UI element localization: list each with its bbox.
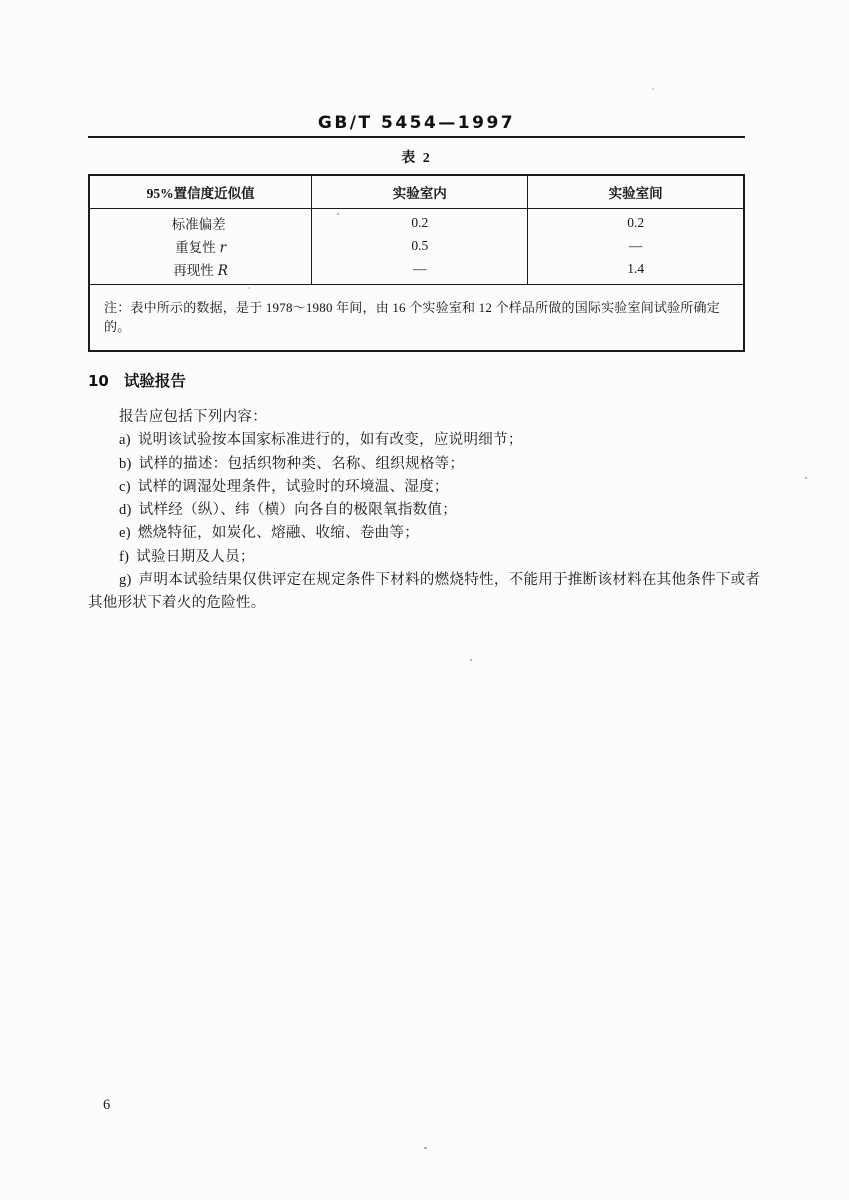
list-item-b xyxy=(88,453,764,476)
col-header-between-lab: 实验室间 xyxy=(528,175,744,209)
table-header-row xyxy=(89,175,744,209)
section-title: 试验报告 xyxy=(123,373,186,390)
scan-speck xyxy=(470,659,472,661)
section-number: 10 xyxy=(88,372,109,390)
header-rule xyxy=(88,136,745,138)
scan-speck xyxy=(424,1147,427,1149)
scan-speck xyxy=(248,287,250,289)
list-item-text: 燃烧特征，如炭化、熔融、收缩、卷曲等； xyxy=(137,525,420,542)
page-number: 6 xyxy=(103,1097,111,1113)
list-item-text: 试验日期及人员； xyxy=(136,548,255,565)
list-item-f xyxy=(88,546,764,569)
list-marker: d) xyxy=(119,502,132,519)
section-heading xyxy=(88,369,764,391)
cell-between-lab: 0.2 xyxy=(528,209,744,236)
list-item-text: 试样的调湿处理条件，试验时的环境温、湿度； xyxy=(137,478,449,495)
row-symbol: r xyxy=(219,240,227,256)
scan-speck xyxy=(652,88,654,90)
scan-speck xyxy=(805,477,807,479)
table-row xyxy=(89,258,744,285)
list-item-a xyxy=(88,429,764,452)
row-label: 重复性 r xyxy=(175,240,227,256)
list-item-g xyxy=(88,569,764,616)
scan-speck xyxy=(337,213,339,215)
list-item-text: 声明本试验结果仅供评定在规定条件下材料的燃烧特性，不能用于推断该材料在其他条件下或者其他形状下着火的危险性。 xyxy=(88,572,761,612)
table-row xyxy=(89,235,744,258)
list-marker: c) xyxy=(119,478,131,495)
table-caption: 表 2 xyxy=(401,151,432,166)
cell-between-lab: 1.4 xyxy=(528,258,744,285)
list-item-text: 说明该试验按本国家标准进行的，如有改变，应说明细节； xyxy=(137,432,523,449)
cell-within-lab: 0.5 xyxy=(312,235,528,258)
list-item-c xyxy=(88,476,764,499)
list-item-text: 试样经（纵）、纬（横）向各自的极限氧指数值； xyxy=(138,502,458,519)
col-header-within-lab: 实验室内 xyxy=(312,175,528,209)
cell-within-lab: 0.2 xyxy=(312,209,528,236)
list-item-d xyxy=(88,499,764,522)
col-header-confidence: 95%置信度近似值 xyxy=(89,175,312,209)
list-marker: a) xyxy=(119,432,131,449)
page-header xyxy=(88,0,745,138)
row-symbol: R xyxy=(217,263,228,279)
list-item-text: 试样的描述：包括织物种类、名称、组织规格等； xyxy=(138,455,465,472)
cell-between-lab: — xyxy=(528,235,744,258)
table-note-row xyxy=(89,285,744,352)
table-row xyxy=(89,209,744,236)
list-marker: g) xyxy=(119,572,132,589)
precision-table xyxy=(88,174,745,352)
list-marker: e) xyxy=(119,525,131,542)
section-intro: 报告应包括下列内容： xyxy=(119,409,267,425)
list-marker: b) xyxy=(119,455,132,472)
standard-number: GB/T 5454—1997 xyxy=(317,113,516,133)
row-label: 标准偏差 xyxy=(171,217,226,232)
cell-within-lab: — xyxy=(312,258,528,285)
table-note: 注：表中所示的数据，是于 1978～1980 年间，由 16 个实验室和 12 个样品所做的国际实验室间试验所确定的。 xyxy=(104,300,720,334)
row-label: 再现性 R xyxy=(173,263,228,279)
list-item-e xyxy=(88,522,764,545)
list-marker: f) xyxy=(119,548,130,565)
